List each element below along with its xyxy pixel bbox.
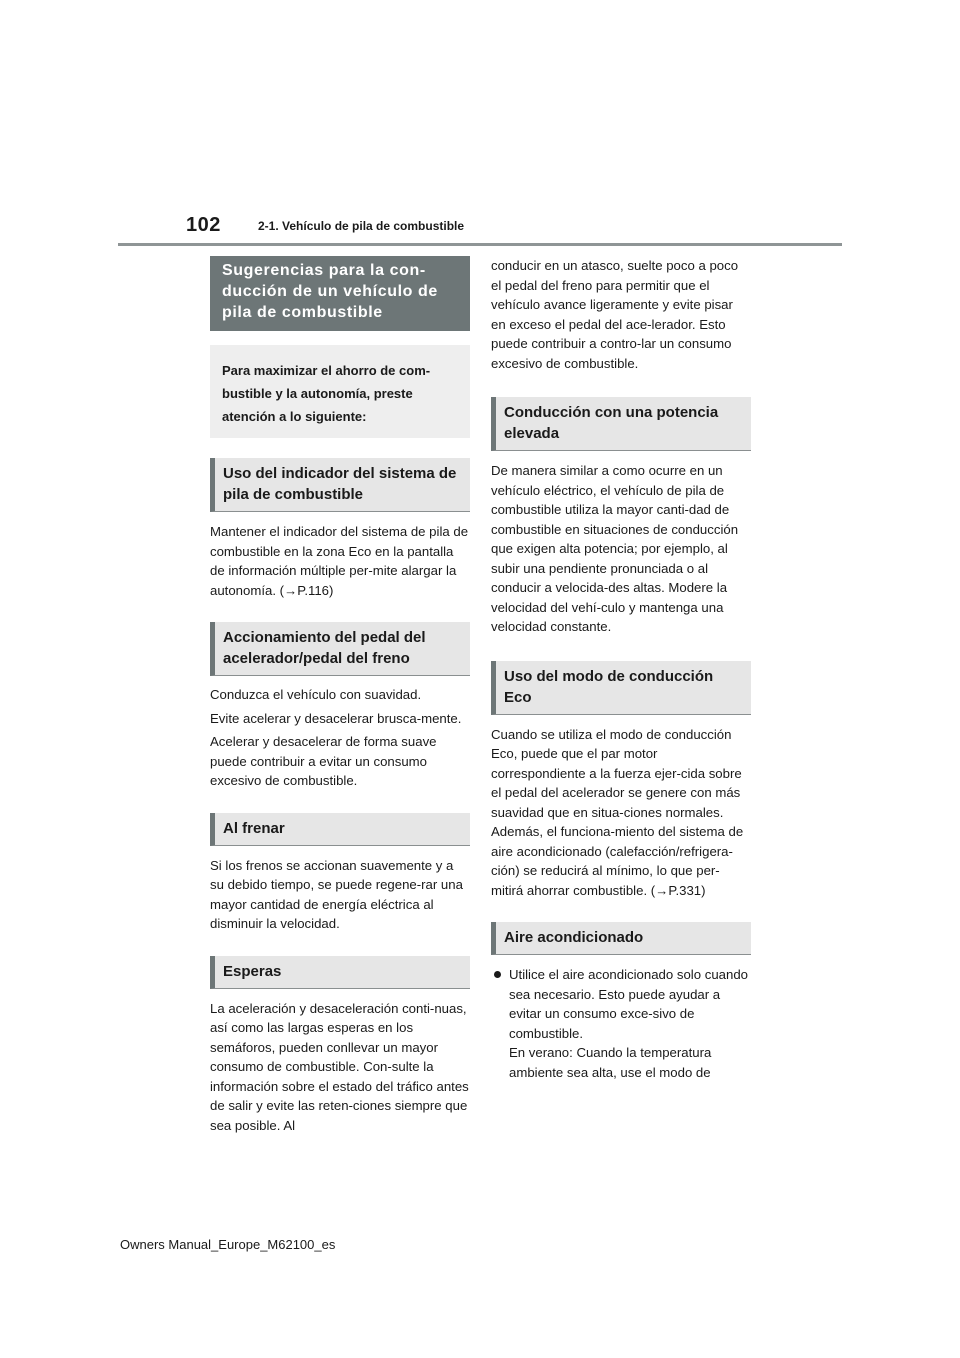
paragraph-braking: Si los frenos se accionan suavemente y a su debido tiempo, se puede regene-rar una mayor cantidad de energía eléctrica al disminuir la velocidad. xyxy=(210,857,463,931)
page-number: 102 xyxy=(186,214,221,236)
left-column xyxy=(210,256,470,1135)
subheading-eco-mode: Uso del modo de conducción Eco xyxy=(491,661,751,715)
paragraph-eco-mode: Cuando se utiliza el modo de conducción Eco, puede que el par motor correspondiente a la fuerza ejer-cida sobre el pedal del acelerador se genere con más suavidad que en situa-ciones normales. Además, el funciona-miento del sistema de aire acondicionado (calefacción/refrigera-ción) se reducirá al mínimo, lo que per-mitirá ahorrar combustible. (→P.331) xyxy=(491,726,744,898)
topic-title: Sugerencias para la con-ducción de un vehículo de pila de combustible xyxy=(210,256,470,331)
paragraph-fuel-cell-indicator: Mantener el indicador del sistema de pila de combustible en la zona Eco en la pantalla de información múltiple per-mite alargar la autonomía. (→P.116) xyxy=(210,524,469,598)
bullet-text-continued: En verano: Cuando la temperatura ambiente sea alta, use el modo de xyxy=(509,1045,712,1080)
paragraph-continued: conducir en un atasco, suelte poco a poco el pedal del freno para permitir que el vehículo avance ligeramente y evite pisar en exceso el pedal del ace-lerador. Esto puede contribuir a contro-lar un consumo excesivo de combustible. xyxy=(491,258,739,371)
paragraph-high-power: De manera similar a como ocurre en un vehículo eléctrico, el vehículo de pila de combustible utiliza la mayor canti-dad de combustible en situaciones de conducción que exigen alta potencia; por ejemplo, al subir una pendiente pronunciada o al conducir a velocida-des altas. Modere la velocidad del vehí-culo y mantenga una velocidad constante. xyxy=(491,463,739,634)
right-column xyxy=(491,256,751,1082)
paragraph-pedals-3: Acelerar y desacelerar de forma suave puede contribuir a evitar un consumo excesivo de combustible. xyxy=(210,734,437,788)
subheading-waiting: Esperas xyxy=(210,956,470,989)
paragraph-pedals-1: Conduzca el vehículo con suavidad. xyxy=(210,687,422,702)
section-title: 2-1. Vehículo de pila de combustible xyxy=(258,219,465,233)
paragraph-waiting: La aceleración y desaceleración conti-nuas, así como las largas esperas en los semáforos, pueden conllevar un mayor consumo de combustible. Con-sulte la información sobre el estado del tráfico antes de salir y evite las reten-ciones siempre que sea posible. Al xyxy=(210,1000,469,1133)
intro-box: Para maximizar el ahorro de com-bustible y la autonomía, preste atención a lo siguiente: xyxy=(210,345,470,438)
subheading-air-conditioning: Aire acondicionado xyxy=(491,922,751,955)
subheading-pedals: Accionamiento del pedal del acelerador/pedal del freno xyxy=(210,622,470,676)
subheading-braking: Al frenar xyxy=(210,813,470,846)
subheading-fuel-cell-indicator: Uso del indicador del sistema de pila de combustible xyxy=(210,458,470,512)
bullet-text: Utilice el aire acondicionado solo cuando sea necesario. Esto puede ayudar a evitar un consumo exce-sivo de combustible. xyxy=(509,967,748,1041)
bullet-icon xyxy=(494,971,501,978)
list-item xyxy=(491,965,751,1082)
header-rule xyxy=(118,243,842,246)
subheading-high-power: Conducción con una potencia elevada xyxy=(491,397,751,451)
footer-doc-id: Owners Manual_Europe_M62100_es xyxy=(120,1237,336,1252)
paragraph-pedals-2: Evite acelerar y desacelerar brusca-mente. xyxy=(210,710,462,726)
